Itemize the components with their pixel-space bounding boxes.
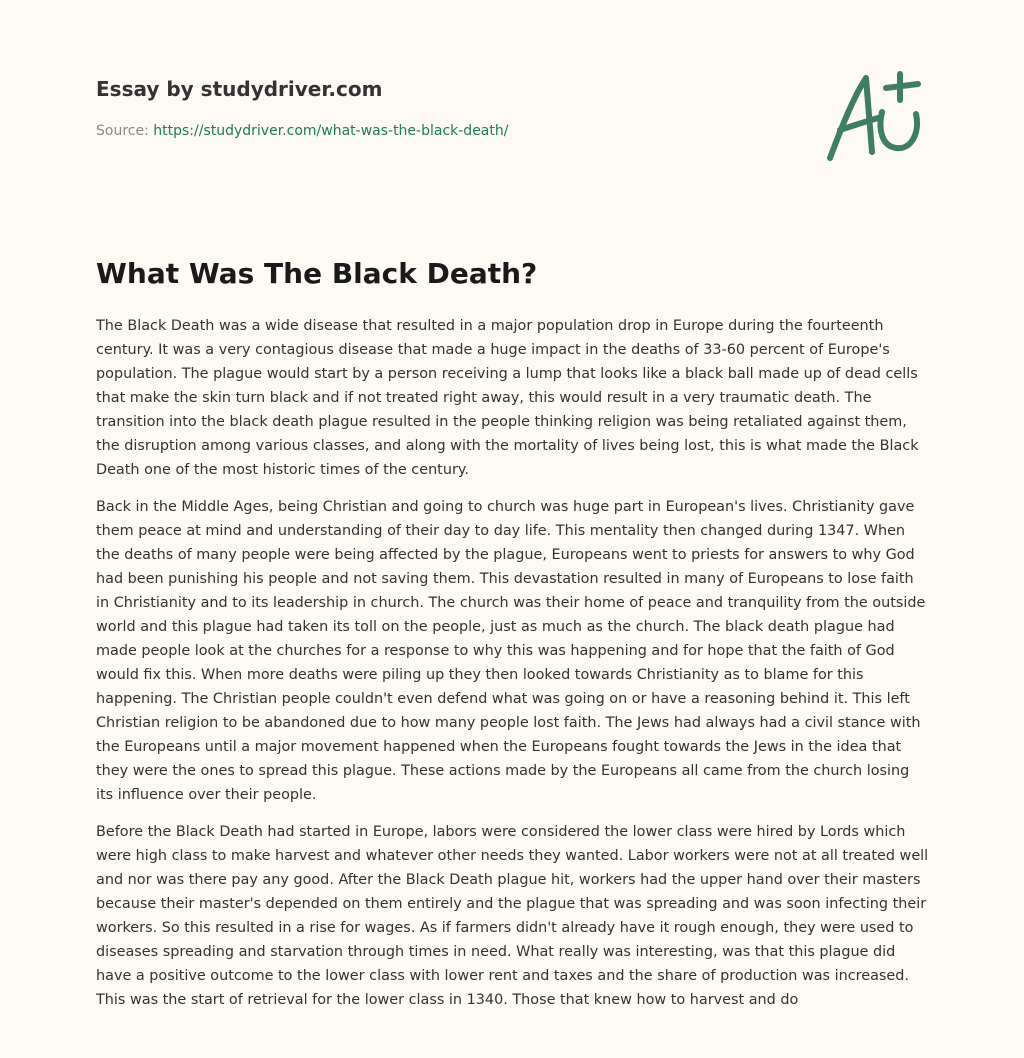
essay-paragraph: Before the Black Death had started in Europe, labors were considered the lower class were hired by Lords which were high class to make harvest and whatever other needs they wanted. Labor workers were not at all treated well and nor was there pay any good. After the Black Death plague hit, workers had the upper hand over their masters because their master's depended on them entirely and the plague that was spreading and was soon infecting their workers. So this resulted in a rise for wages. As if farmers didn't already have it rough enough, they were used to diseases spreading and starvation through times in need. What really was interesting, was that this plague did have a positive outcome to the lower class with lower rent and taxes and the share of production was increased. This was the start of retrieval for the lower class in 1340. Those that knew how to harvest and do [96, 824, 929, 1008]
source-label: Source: [96, 123, 154, 139]
source-line [96, 121, 796, 141]
essay-header [96, 74, 796, 141]
site-title: Essay by studydriver.com [96, 77, 383, 101]
essay-body [96, 314, 930, 1025]
source-link[interactable]: https://studydriver.com/what-was-the-black-death/ [153, 123, 509, 139]
essay-paragraph: The Black Death was a wide disease that resulted in a major population drop in Europe during the fourteenth century. It was a very contagious disease that made a huge impact in the deaths of 33-60 percent of Europe's population. The plague would start by a person receiving a lump that looks like a black ball made up of dead cells that make the skin turn black and if not treated right away, this would result in a very traumatic death. The transition into the black death plague resulted in the people thinking religion was being retaliated against them, the disruption among various classes, and along with the mortality of lives being lost, this is what made the Black Death one of the most historic times of the century. [96, 318, 919, 478]
a-plus-logo-icon [820, 66, 930, 166]
essay-paragraph: Back in the Middle Ages, being Christian and going to church was huge part in European's lives. Christianity gave them peace at mind and understanding of their day to day life. This mentality then changed during 1347. When the deaths of many people were being affected by the plague, Europeans went to priests for answers to why God had been punishing his people and not saving them. This devastation resulted in many of Europeans to lose faith in Christianity and to its leadership in church. The church was their home of peace and tranquility from the outside world and this plague had taken its toll on the people, just as much as the church. The black death plague had made people look at the churches for a response to why this was happening and for hope that the faith of God would fix this. When more deaths were piling up they then looked towards Christianity as to blame for this happening. The Christian people couldn't even defend what was going on or have a reasoning behind it. This left Christian religion to be abandoned due to how many people lost faith. The Jews had always had a civil stance with the Europeans until a major movement happened when the Europeans fought towards the Jews in the idea that they were the ones to spread this plague. These actions made by the Europeans all came from the church losing its influence over their people. [96, 499, 926, 803]
essay-title: What Was The Black Death? [96, 257, 538, 290]
